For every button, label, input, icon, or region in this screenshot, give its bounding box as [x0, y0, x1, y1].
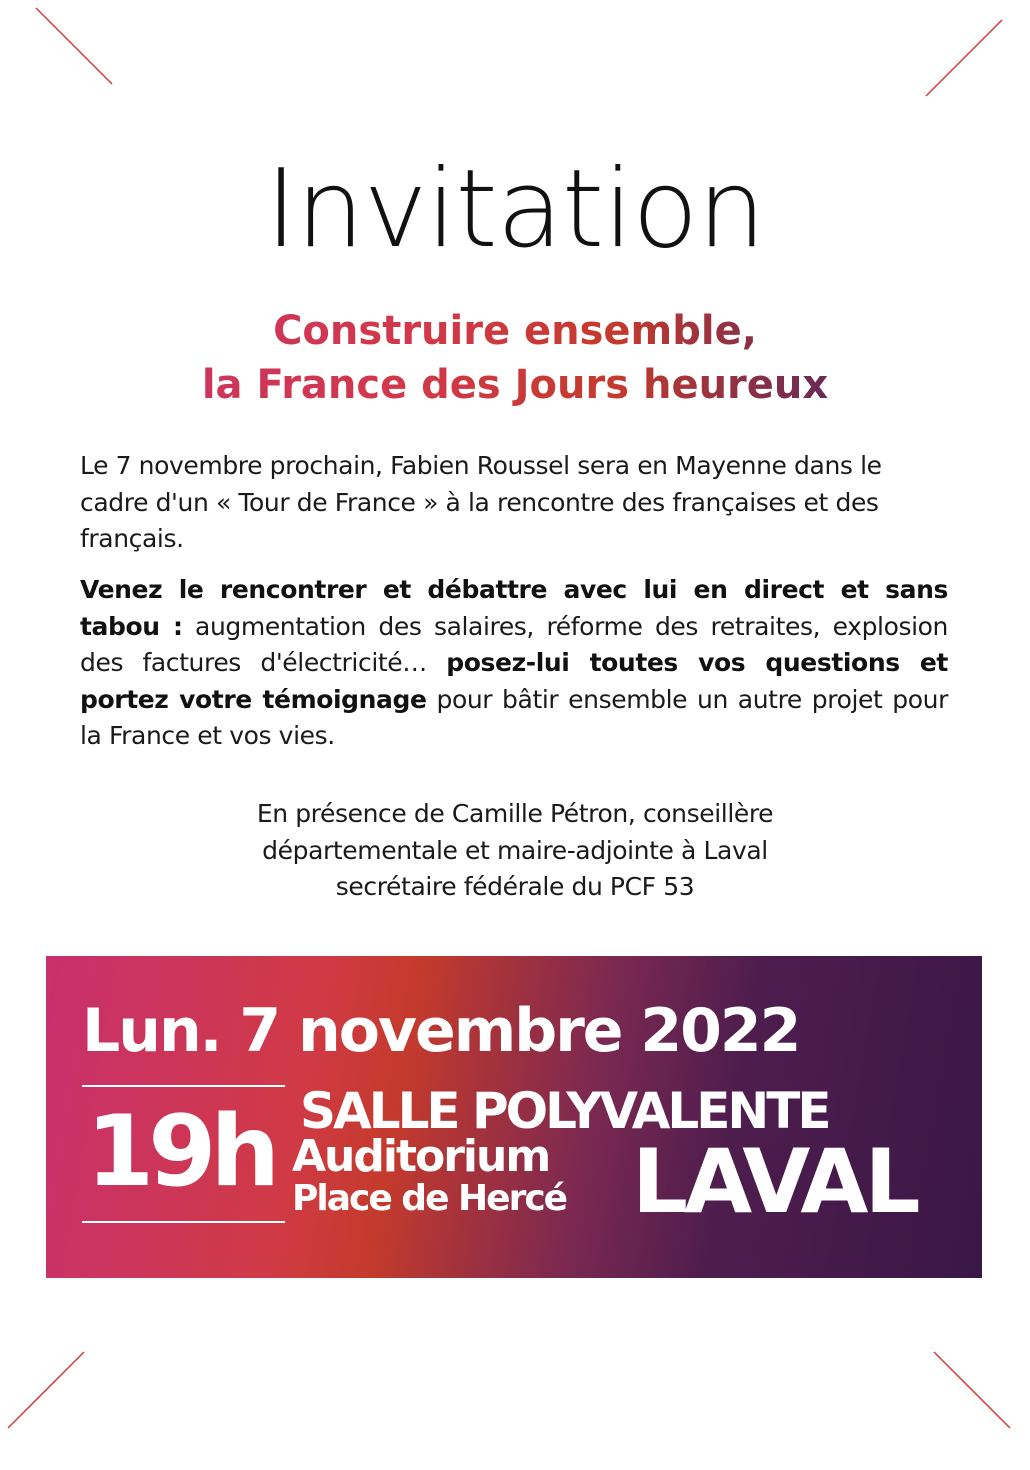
event-place: Place de Hercé — [292, 1178, 567, 1219]
subtitle — [0, 304, 1030, 412]
body-text-1: augmentation des salaires, réforme des retraites, explosion des factures d'électricité… — [80, 611, 948, 677]
body-bold-2: posez-lui toutes vos questions et portez votre témoignage — [80, 648, 948, 714]
crop-mark-bottom-left — [8, 1352, 84, 1428]
event-hour: 19h — [86, 1095, 275, 1209]
crop-mark-top-left — [36, 8, 112, 84]
event-city: LAVAL — [632, 1130, 917, 1233]
presence-line-3: secrétaire fédérale du PCF 53 — [335, 872, 695, 901]
body-text-2: pour bâtir ensemble un autre projet pour la France et vos vies. — [80, 684, 948, 750]
crop-mark-bottom-right — [934, 1352, 1010, 1428]
page-title: Invitation — [265, 147, 765, 272]
divider-bottom — [82, 1221, 285, 1223]
event-date: Lun. 7 novembre 2022 — [82, 996, 800, 1066]
subtitle-line-1: Construire ensemble, — [0, 304, 1030, 358]
subtitle-line-2: la France des Jours heureux — [0, 358, 1030, 412]
divider-top — [82, 1085, 285, 1087]
body-paragraph — [80, 572, 948, 755]
event-venue: SALLE POLYVALENTE — [300, 1082, 829, 1140]
presence-line-2: départementale et maire-adjointe à Laval — [262, 835, 768, 865]
presence-block — [0, 796, 1030, 906]
body-bold-1: Venez le rencontrer et débattre avec lui en direct et sans tabou : — [80, 575, 948, 641]
intro-paragraph: Le 7 novembre prochain, Fabien Roussel sera en Mayenne dans le cadre d'un « Tour de France » à la rencontre des françaises et des français. — [80, 451, 882, 553]
event-room: Auditorium — [292, 1131, 550, 1182]
crop-mark-top-right — [926, 20, 1002, 96]
event-banner — [46, 956, 982, 1278]
presence-line-1: En présence de Camille Pétron, conseillère — [256, 799, 774, 828]
